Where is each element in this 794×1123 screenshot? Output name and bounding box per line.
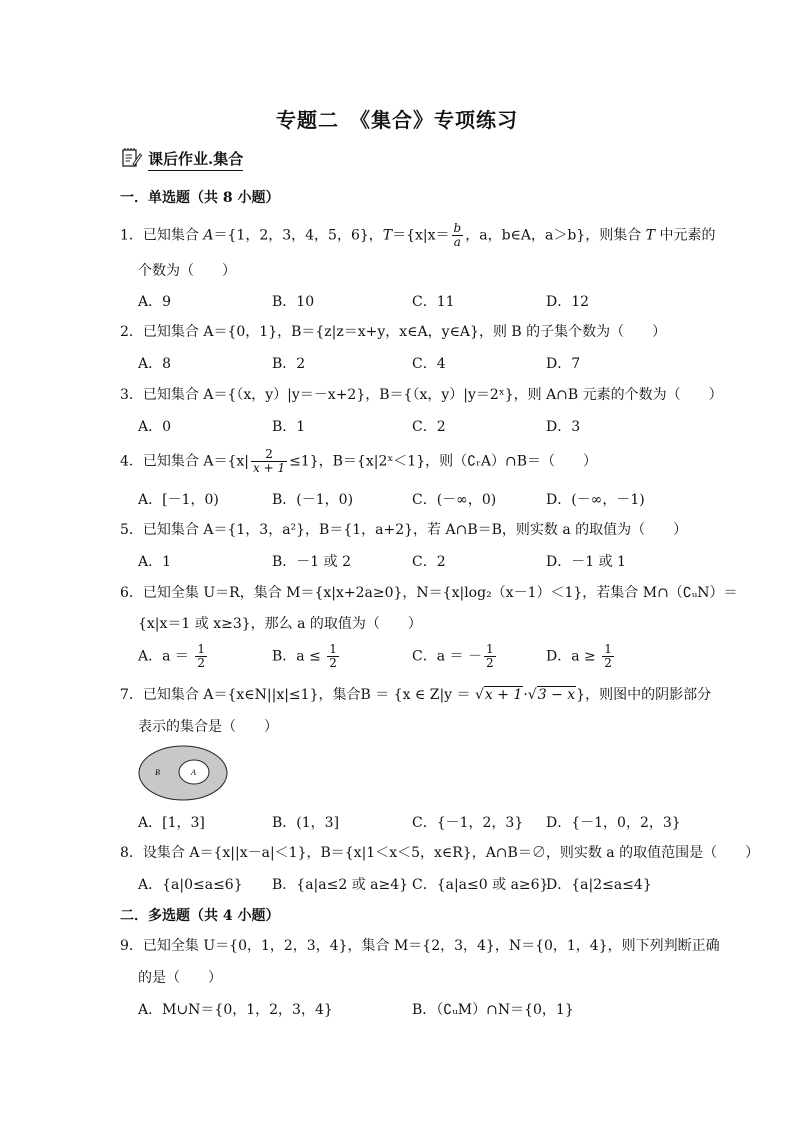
q7-dot: · — [523, 687, 528, 703]
homework-label: 课后作业.集合 — [148, 148, 243, 171]
q5-option-b: B．－1 或 2 — [272, 554, 352, 570]
q7-radicand-1: x + 1 — [484, 687, 523, 703]
q7-sqrt-1: √x + 1 — [474, 687, 523, 703]
q6-option-a-frac — [195, 643, 207, 670]
q6-option-b-den: 2 — [329, 656, 337, 670]
q3-option-c: C．2 — [412, 419, 446, 435]
q1-pre: 已知集合 — [142, 227, 204, 244]
q6-option-c — [412, 643, 498, 670]
q4-frac-den: x + 1 — [253, 461, 286, 475]
q2-option-b: B．2 — [272, 356, 306, 372]
q6-option-b — [272, 643, 341, 670]
q6-option-c-frac — [484, 643, 496, 670]
q6-option-b-pre: B．a ≤ — [272, 648, 326, 665]
q6-option-a-pre: A．a ＝ — [138, 648, 194, 665]
q7-radicand-2: 3 − x — [537, 687, 576, 703]
q5-option-d: D．－1 或 1 — [546, 554, 626, 570]
q1-set-a-def: ＝{1，2，3，4，5，6}， — [213, 227, 383, 244]
q1-line2: 个数为（ ） — [138, 263, 236, 279]
q6-option-b-frac — [327, 643, 339, 670]
question-8: 8．设集合 A＝{x||x－a|＜1}，B＝{x|1＜x＜5，x∈R}，A∩B＝∅，则实数 a 的取值范围是（ ） — [120, 845, 760, 861]
question-7 — [120, 685, 711, 705]
q4-option-d: D．(－∞，－1) — [546, 492, 645, 508]
q6-option-d-frac — [602, 643, 614, 670]
venn-diagram — [138, 745, 228, 801]
q1-option-a: A．9 — [138, 294, 172, 310]
q4-option-b: B．(－1，0) — [272, 492, 354, 508]
q7-sqrt-2: √3 − x — [527, 687, 576, 703]
q8-option-d: D．{a|2≤a≤4} — [546, 877, 652, 893]
q1-set-t: T — [382, 227, 393, 244]
q9-option-a: A．M∪N＝{0，1，2，3，4} — [138, 1002, 333, 1018]
q1-set-t2: T — [645, 227, 656, 244]
q7-post: }，则图中的阴影部分 — [576, 687, 712, 703]
notebook-pen-icon — [120, 146, 142, 168]
q2-option-d: D．7 — [546, 356, 581, 372]
q1-option-b: B．10 — [272, 294, 315, 310]
q1-set-t-def1: ＝{x|x＝ — [392, 227, 450, 244]
q6-option-c-den: 2 — [485, 656, 494, 670]
question-1 — [120, 222, 715, 249]
question-2: 2．已知集合 A＝{0，1}，B＝{z|z＝x+y，x∈A，y∈A}，则 B 的子集个数为（ ） — [120, 324, 667, 340]
q3-option-b: B．1 — [272, 419, 306, 435]
q2-option-c: C．4 — [412, 356, 446, 372]
q6-option-d — [546, 643, 616, 670]
q4-frac-num: 2 — [251, 448, 287, 462]
q7-option-b: B．(1，3] — [272, 815, 340, 831]
q2-option-a: A．8 — [138, 356, 172, 372]
q1-frac-den: a — [453, 235, 461, 249]
q6-option-a — [138, 643, 209, 670]
q4-post: ≤1}，B＝{x|2ˣ＜1}，则（∁ᵣA）∩B＝（ ） — [289, 453, 597, 470]
question-6: 6．已知全集 U＝R，集合 M＝{x|x+2a≥0}，N＝{x|log₂（x－1）＜1}，若集合 M∩（∁ᵤN）＝ — [120, 585, 738, 601]
q4-option-c: C．(－∞，0) — [412, 492, 497, 508]
q1-set-a: A — [203, 227, 214, 244]
section-single-choice: 一．单选题（共 8 小题） — [120, 190, 280, 206]
q1-option-c: C．11 — [412, 294, 455, 310]
q1-option-d: D．12 — [546, 294, 590, 310]
question-9: 9．已知全集 U＝{0，1，2，3，4}，集合 M＝{2，3，4}，N＝{0，1，4}，则下列判断正确 — [120, 938, 720, 954]
q5-option-c: C．2 — [412, 554, 446, 570]
q6-option-a-den: 2 — [197, 656, 205, 670]
q6-option-d-num: 1 — [604, 642, 612, 656]
q6-line2: {x|x＝1 或 x≥3}，那么 a 的取值为（ ） — [138, 616, 422, 632]
q8-option-c: C．{a|a≤0 或 a≥6} — [412, 877, 549, 893]
q9-line2: 的是（ ） — [138, 970, 222, 986]
q4-option-a: A．[－1，0) — [138, 492, 219, 508]
q6-option-d-den: 2 — [604, 656, 612, 670]
q6-option-d-pre: D．a ≥ — [546, 648, 601, 665]
q6-option-c-num: 1 — [485, 642, 494, 656]
question-5: 5．已知集合 A＝{1，3，a²}，B＝{1，a+2}，若 A∩B＝B，则实数 a 的取值为（ ） — [120, 522, 688, 538]
q7-option-c: C．{－1，2，3} — [412, 815, 524, 831]
q6-option-c-pre: C．a ＝ － — [412, 648, 482, 665]
question-3: 3．已知集合 A＝{（x，y）|y＝－x+2}，B＝{（x，y）|y＝2ˣ}，则 A∩B 元素的个数为（ ） — [120, 387, 723, 403]
section-multi-choice: 二．多选题（共 4 小题） — [120, 908, 280, 924]
q1-fraction — [452, 222, 464, 249]
page-title: 专题二 《集合》专项练习 — [276, 108, 518, 132]
q3-option-a: A．0 — [138, 419, 172, 435]
q4-pre: 4．已知集合 A＝{x| — [120, 453, 249, 470]
q8-option-a: A．{a|0≤a≤6} — [138, 877, 243, 893]
q7-line2: 表示的集合是（ ） — [138, 719, 278, 735]
q9-option-b: B．（∁ᵤM）∩N＝{0，1} — [412, 1002, 574, 1018]
q7-option-d: D．{－1，0，2，3} — [546, 815, 681, 831]
q4-fraction — [251, 448, 287, 475]
q6-option-a-num: 1 — [197, 642, 205, 656]
q1-num: 1． — [120, 227, 143, 244]
venn-label-a: A — [191, 768, 196, 777]
q1-tail: 中元素的 — [655, 227, 716, 244]
venn-label-b: B — [155, 768, 160, 777]
q7-pre: 7．已知集合 A＝{x∈N||x|≤1}，集合B ＝ {x ∈ Z|y ＝ — [120, 687, 475, 703]
question-4 — [120, 448, 597, 475]
q1-set-t-def2: ，a，b∈A，a＞b}，则集合 — [465, 227, 646, 244]
q8-option-b: B．{a|a≤2 或 a≥4} — [272, 877, 409, 893]
q7-option-a: A．[1，3] — [138, 815, 205, 831]
q6-option-b-num: 1 — [329, 642, 337, 656]
q1-frac-num: b — [453, 221, 462, 235]
q5-option-a: A．1 — [138, 554, 172, 570]
q3-option-d: D．3 — [546, 419, 581, 435]
